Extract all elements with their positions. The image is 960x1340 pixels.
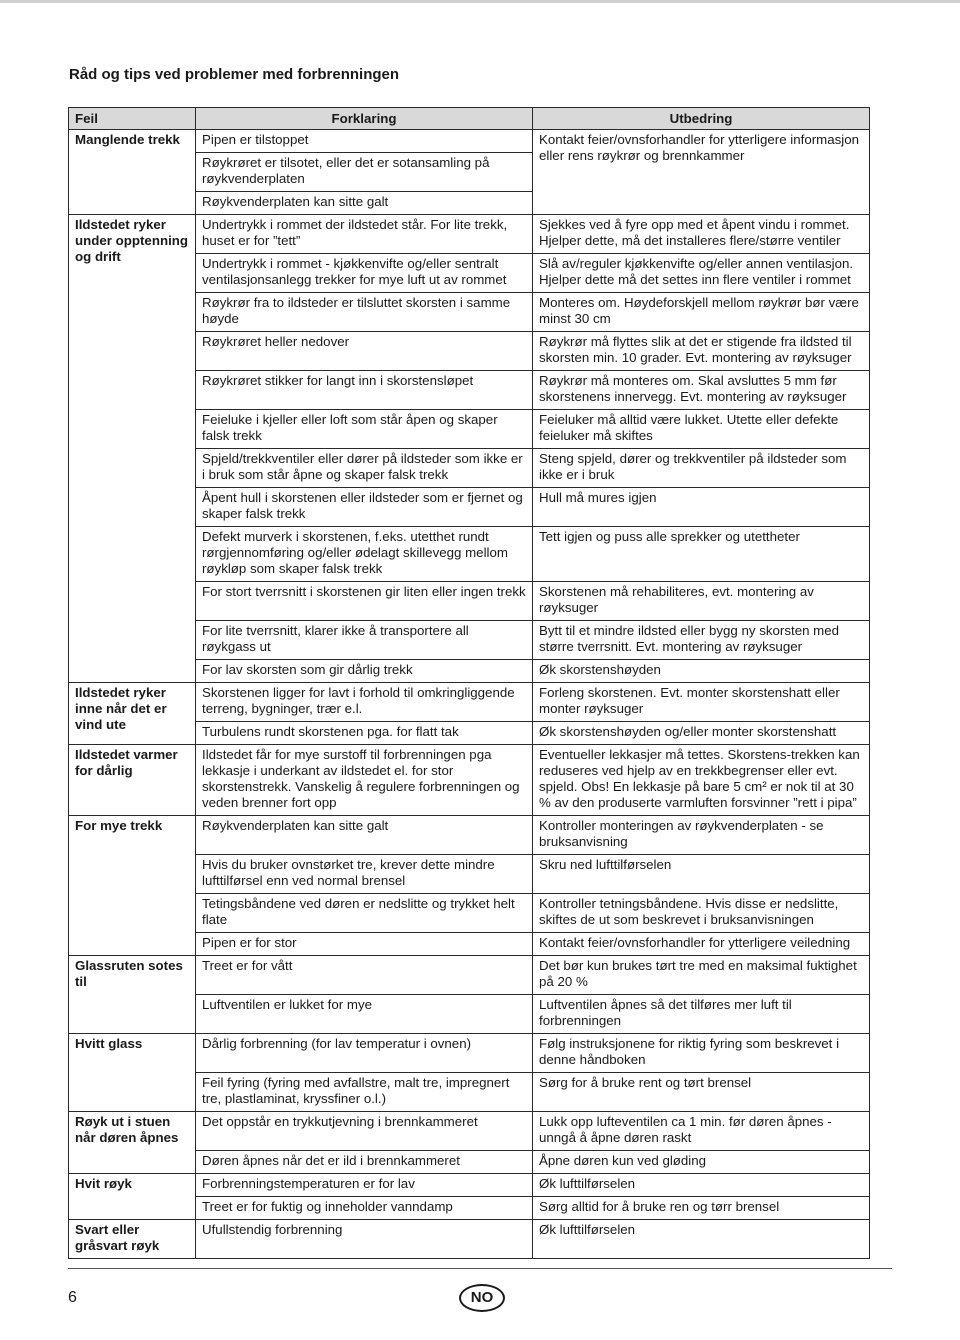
- cell-utbedring: Luftventilen åpnes så det tilføres mer luft til forbrenningen: [533, 995, 870, 1034]
- cell-utbedring: Skorstenen må rehabiliteres, evt. montering av røyksuger: [533, 582, 870, 621]
- cell-forklaring: Pipen er tilstoppet: [196, 130, 533, 153]
- page-number: 6: [68, 1289, 77, 1306]
- cell-utbedring: Monteres om. Høydeforskjell mellom røykrør bør være minst 30 cm: [533, 293, 870, 332]
- cell-utbedring: Kontakt feier/ovnsforhandler for ytterligere informasjon eller rens røykrør og brennkammer: [533, 130, 870, 215]
- cell-utbedring: Hull må mures igjen: [533, 488, 870, 527]
- table-row: [69, 130, 870, 153]
- cell-feil: Ildstedet ryker inne når det er vind ute: [69, 683, 196, 745]
- cell-utbedring: Steng spjeld, dører og trekkventiler på ildsteder som ikke er i bruk: [533, 449, 870, 488]
- cell-feil: Hvitt glass: [69, 1034, 196, 1112]
- table-row: [69, 956, 870, 995]
- table-row: [69, 1034, 870, 1073]
- cell-forklaring: Døren åpnes når det er ild i brennkammeret: [196, 1151, 533, 1174]
- troubleshooting-table: [68, 107, 870, 1259]
- cell-forklaring: Feieluke i kjeller eller loft som står åpen og skaper falsk trekk: [196, 410, 533, 449]
- cell-utbedring: Bytt til et mindre ildsted eller bygg ny skorsten med større tverrsnitt. Evt. montering av røyksuger: [533, 621, 870, 660]
- cell-forklaring: For stort tverrsnitt i skorstenen gir liten eller ingen trekk: [196, 582, 533, 621]
- cell-utbedring: Sjekkes ved å fyre opp med et åpent vindu i rommet. Hjelper dette, må det installeres flere/større ventiler: [533, 215, 870, 254]
- cell-forklaring: Treet er for fuktig og inneholder vanndamp: [196, 1197, 533, 1220]
- cell-forklaring: Luftventilen er lukket for mye: [196, 995, 533, 1034]
- cell-utbedring: Åpne døren kun ved gløding: [533, 1151, 870, 1174]
- cell-forklaring: Tetingsbåndene ved døren er nedslitte og trykket helt flate: [196, 894, 533, 933]
- cell-forklaring: Defekt murverk i skorstenen, f.eks. utetthet rundt rørgjennomføring og/eller ødelagt skillevegg mellom røykløp som skaper falsk trekk: [196, 527, 533, 582]
- table-row: [69, 1220, 870, 1259]
- language-badge: NO: [459, 1284, 505, 1312]
- page-title: Råd og tips ved problemer med forbrenningen: [69, 66, 400, 83]
- cell-forklaring: Det oppstår en trykkutjevning i brennkammeret: [196, 1112, 533, 1151]
- cell-forklaring: Dårlig forbrenning (for lav temperatur i ovnen): [196, 1034, 533, 1073]
- header-feil: Feil: [69, 108, 196, 130]
- cell-utbedring: Sørg for å bruke rent og tørt brensel: [533, 1073, 870, 1112]
- cell-forklaring: Undertrykk i rommet - kjøkkenvifte og/eller sentralt ventilasjonsanlegg trekker for mye luft ut av rommet: [196, 254, 533, 293]
- cell-utbedring: Øk skorstenshøyden: [533, 660, 870, 683]
- cell-feil: Ildstedet varmer for dårlig: [69, 745, 196, 816]
- cell-utbedring: Røykrør må monteres om. Skal avsluttes 5 mm før skorstenens innervegg. Evt. montering av røyksuger: [533, 371, 870, 410]
- cell-forklaring: Spjeld/trekkventiler eller dører på ildsteder som ikke er i bruk som står åpne og skaper falsk trekk: [196, 449, 533, 488]
- cell-utbedring: Feieluker må alltid være lukket. Utette eller defekte feieluker må skiftes: [533, 410, 870, 449]
- cell-feil: Ildstedet ryker under opptenning og drift: [69, 215, 196, 683]
- cell-forklaring: Røykrøret er tilsotet, eller det er sotansamling på røykvenderplaten: [196, 153, 533, 192]
- cell-utbedring: Skru ned lufttilførselen: [533, 855, 870, 894]
- table-row: [69, 215, 870, 254]
- cell-forklaring: Treet er for vått: [196, 956, 533, 995]
- cell-utbedring: Forleng skorstenen. Evt. monter skorstenshatt eller monter røyksuger: [533, 683, 870, 722]
- cell-forklaring: Turbulens rundt skorstenen pga. for flatt tak: [196, 722, 533, 745]
- cell-forklaring: Røykrør fra to ildsteder er tilsluttet skorsten i samme høyde: [196, 293, 533, 332]
- cell-feil: For mye trekk: [69, 816, 196, 956]
- cell-utbedring: Følg instruksjonene for riktig fyring som beskrevet i denne håndboken: [533, 1034, 870, 1073]
- cell-utbedring: Eventueller lekkasjer må tettes. Skorstens-trekken kan reduseres ved hjelp av en trekkbegrenser eller evt. spjeld. Obs! En lekkasje på bare 5 cm² er nok til at 30 % av den produserte varmluften forsvinner ”rett i pipa”: [533, 745, 870, 816]
- table-row: [69, 1112, 870, 1151]
- table-row: [69, 816, 870, 855]
- top-border: [0, 0, 960, 3]
- footer-divider: [68, 1268, 892, 1269]
- cell-forklaring: Hvis du bruker ovnstørket tre, krever dette mindre lufttilførsel enn ved normal brensel: [196, 855, 533, 894]
- cell-utbedring: Lukk opp lufteventilen ca 1 min. før døren åpnes - unngå å åpne døren raskt: [533, 1112, 870, 1151]
- cell-utbedring: Kontakt feier/ovnsforhandler for ytterligere veiledning: [533, 933, 870, 956]
- cell-utbedring: Øk skorstenshøyden og/eller monter skorstenshatt: [533, 722, 870, 745]
- header-row: [69, 108, 870, 130]
- cell-feil: Svart eller gråsvart røyk: [69, 1220, 196, 1259]
- cell-forklaring: Røykrøret stikker for langt inn i skorstensløpet: [196, 371, 533, 410]
- cell-feil: Hvit røyk: [69, 1174, 196, 1220]
- cell-forklaring: Røykvenderplaten kan sitte galt: [196, 192, 533, 215]
- cell-forklaring: Forbrenningstemperaturen er for lav: [196, 1174, 533, 1197]
- cell-feil: Manglende trekk: [69, 130, 196, 215]
- table-row: [69, 683, 870, 722]
- cell-forklaring: Feil fyring (fyring med avfallstre, malt tre, impregnert tre, plastlaminat, kryssfiner o.l.): [196, 1073, 533, 1112]
- cell-utbedring: Røykrør må flyttes slik at det er stigende fra ildsted til skorsten min. 10 grader. Evt. montering av røyksuger: [533, 332, 870, 371]
- cell-utbedring: Det bør kun brukes tørt tre med en maksimal fuktighet på 20 %: [533, 956, 870, 995]
- cell-forklaring: For lav skorsten som gir dårlig trekk: [196, 660, 533, 683]
- cell-utbedring: Kontroller tetningsbåndene. Hvis disse er nedslitte, skiftes de ut som beskrevet i bruksanvisningen: [533, 894, 870, 933]
- cell-forklaring: Røykvenderplaten kan sitte galt: [196, 816, 533, 855]
- cell-forklaring: For lite tverrsnitt, klarer ikke å transportere all røykgass ut: [196, 621, 533, 660]
- cell-forklaring: Pipen er for stor: [196, 933, 533, 956]
- table-row: [69, 745, 870, 816]
- cell-forklaring: Røykrøret heller nedover: [196, 332, 533, 371]
- cell-forklaring: Åpent hull i skorstenen eller ildsteder som er fjernet og skaper falsk trekk: [196, 488, 533, 527]
- cell-forklaring: Skorstenen ligger for lavt i forhold til omkringliggende terreng, bygninger, trær e.l.: [196, 683, 533, 722]
- cell-forklaring: Ufullstendig forbrenning: [196, 1220, 533, 1259]
- header-utbedring: Utbedring: [533, 108, 870, 130]
- cell-utbedring: Tett igjen og puss alle sprekker og utettheter: [533, 527, 870, 582]
- cell-utbedring: Kontroller monteringen av røykvenderplaten - se bruksanvisning: [533, 816, 870, 855]
- cell-forklaring: Ildstedet får for mye surstoff til forbrenningen pga lekkasje i underkant av ildstedet el. for stor skorstenstrekk. Vanskelig å regulere forbrenningen og veden brenner fort opp: [196, 745, 533, 816]
- table-body: [69, 130, 870, 1259]
- cell-utbedring: Øk lufttilførselen: [533, 1174, 870, 1197]
- cell-utbedring: Sørg alltid for å bruke ren og tørr brensel: [533, 1197, 870, 1220]
- cell-utbedring: Øk lufttilførselen: [533, 1220, 870, 1259]
- table-row: [69, 1174, 870, 1197]
- header-forklaring: Forklaring: [196, 108, 533, 130]
- cell-feil: Glassruten sotes til: [69, 956, 196, 1034]
- cell-forklaring: Undertrykk i rommet der ildstedet står. For lite trekk, huset er for ”tett”: [196, 215, 533, 254]
- cell-utbedring: Slå av/reguler kjøkkenvifte og/eller annen ventilasjon. Hjelper dette må det settes inn flere ventiler i rommet: [533, 254, 870, 293]
- cell-feil: Røyk ut i stuen når døren åpnes: [69, 1112, 196, 1174]
